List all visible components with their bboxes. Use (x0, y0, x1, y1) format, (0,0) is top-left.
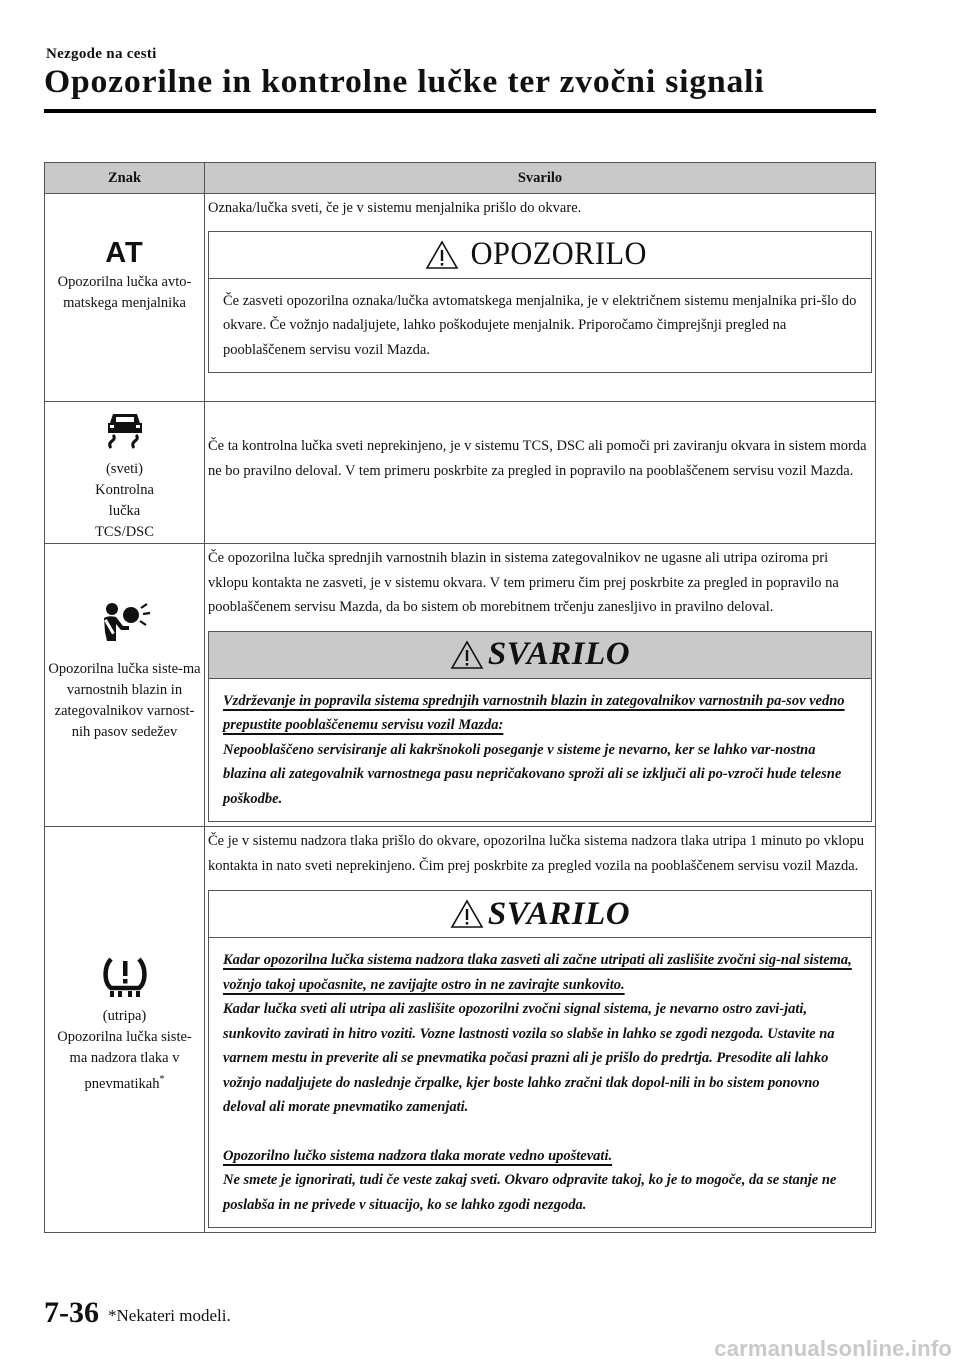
sign-cell (45, 194, 205, 402)
warning-box-lead: Kadar opozorilna lučka sistema nadzora tlaka zasveti ali začne utripati ali zaslišite zvočni sig-nal sistema, vožnjo takoj upočasnite, ne zavijajte ostro in ne zavirajte sunkovito. (223, 952, 852, 993)
warning-cell (205, 194, 876, 402)
warning-cell (205, 827, 876, 1233)
warning-box-text: Kadar lučka sveti ali utripa ali zaslišite opozorilni zvočni signal sistema, je nevarno ostro zavi-jati, sunkovito zavirati in hitro voziti. Vozne lastnosti vozila so slabše in lahko se zgodi nezgoda. Ustavite na varnem mestu in preverite ali se pnevmatika počasi prazni ali je prišlo do predrtja. Presodite ali lahko vožnjo nadaljujete do naslednje črpalke, kjer boste lahko zračni tlak dopol-nili in bo sistem ponovno deloval ali morate pnevmatiko zamenjati. (223, 1001, 835, 1115)
footnote-mark: * (159, 1074, 165, 1085)
warning-box-header (209, 891, 871, 938)
table-row (45, 402, 876, 544)
sign-label: Opozorilna lučka siste-ma nadzora tlaka v pnevmatikah (57, 1029, 192, 1092)
airbag-seatbelt-icon (99, 602, 151, 642)
warning-box-lead: Vzdrževanje in popravila sistema sprednjih varnostnih blazin in zategovalnikov varnostnih pa-sov vedno prepustite pooblaščenemu servisu vozil Mazda: (223, 692, 845, 733)
sign-cell (45, 827, 205, 1233)
sign-state: (sveti) (105, 461, 144, 477)
automatic-transmission-icon: AT (105, 237, 144, 269)
warning-text: Če je v sistemu nadzora tlaka prišlo do okvare, opozorilna lučka sistema nadzora tlaka utripa 1 minuto po vklopu kontakta in nato sveti neprekinjeno. Čim prej poskrbite za pregled vozila na pooblaščenem servisu vozil Mazda. (208, 833, 864, 874)
footnote: *Nekateri modeli. (108, 1306, 231, 1325)
warning-text: Oznaka/lučka sveti, če je v sistemu menjalnika prišlo do okvare. (208, 200, 582, 216)
sign-state: (utripa) (102, 1008, 147, 1024)
caution-box-header (209, 232, 871, 279)
sign-cell (45, 544, 205, 827)
warning-triangle-icon (450, 899, 484, 929)
warning-box-body (209, 938, 871, 1227)
sign-label-wrap (45, 1027, 204, 1095)
warning-text: Če ta kontrolna lučka sveti neprekinjeno, je v sistemu TCS, DSC ali pomoči pri zaviranju okvara in sistem morda ne bo pravilno deloval. V tem primeru poskrbite za pregled in popravilo na pooblaščenem servisu vozil Mazda. (208, 438, 867, 479)
warning-box (208, 890, 872, 1228)
table-header-row (45, 163, 876, 194)
table-row (45, 194, 876, 402)
warning-box-text-2: Ne smete je ignorirati, tudi če veste zakaj sveti. Okvaro odpravite takoj, ko je to mogoče, da se stanje ne poslabša in ne privede v situacijo, ko se lahko zgodi nezgoda. (223, 1172, 837, 1213)
skidding-car-icon (105, 408, 145, 450)
warning-triangle-icon (450, 640, 484, 670)
caution-box-title: OPOZORILO (470, 236, 648, 272)
table-row (45, 544, 876, 827)
caution-box-text: Če zasveti opozorilna oznaka/lučka avtomatskega menjalnika, je v električnem sistemu menjalnika pri-šlo do okvare. Če vožnjo nadaljujete, lahko poškodujete menjalnik. Priporočamo čimprejšnji pregled na pooblaščenem servisu vozil Mazda. (223, 292, 857, 358)
warning-box-title: SVARILO (487, 895, 631, 932)
warning-triangle-icon (425, 240, 459, 270)
warning-box-text: Nepooblaščeno servisiranje ali kakršnokoli poseganje v sisteme je nevarno, ker se lahko var-nostna blazina ali zategovalnik varnostnega pasu nepričakovano sproži ali se izključi ali po-vzroči hude telesne poškodbe. (223, 741, 842, 807)
header-warning: Svarilo (205, 163, 876, 194)
sign-label: Kontrolna lučka TCS/DSC (95, 482, 154, 540)
warning-box-lead-2: Opozorilno lučko sistema nadzora tlaka morate vedno upoštevati. (223, 1147, 613, 1164)
warning-cell (205, 544, 876, 827)
sign-label: Opozorilna lučka siste-ma varnostnih blazin in zategovalnikov varnost-nih pasov sedežev (48, 661, 201, 740)
warning-lights-table (44, 162, 876, 1233)
page-title: Opozorilne in kontrolne lučke ter zvočni signali (44, 64, 765, 100)
warning-box-header (209, 632, 871, 679)
title-rule (44, 109, 876, 113)
watermark: carmanualsonline.info (714, 1336, 952, 1361)
page-number: 7-36 (44, 1296, 99, 1329)
warning-box-title: SVARILO (487, 636, 631, 672)
warning-text: Če opozorilna lučka sprednjih varnostnih blazin in sistema zategovalnikov ne ugasne ali utripa oziroma pri vklopu kontakta ne zasveti, je v sistemu okvara. V tem primeru čim prej poskrbite za pregled in popravilo na pooblaščenem servisu Mazda, da bo sistem ob morebitnem trčenju zanesljivo in pravilno deloval. (208, 550, 839, 615)
warning-box-body (209, 679, 871, 822)
warning-cell (205, 402, 876, 544)
sign-cell (45, 402, 205, 544)
sign-label: Opozorilna lučka avto-matskega menjalnika (57, 274, 192, 311)
table-row (45, 827, 876, 1233)
warning-box (208, 631, 872, 823)
header-sign: Znak (45, 163, 205, 194)
caution-box (208, 231, 872, 374)
tire-pressure-icon (101, 955, 149, 999)
section-title: Nezgode na cesti (46, 46, 157, 62)
